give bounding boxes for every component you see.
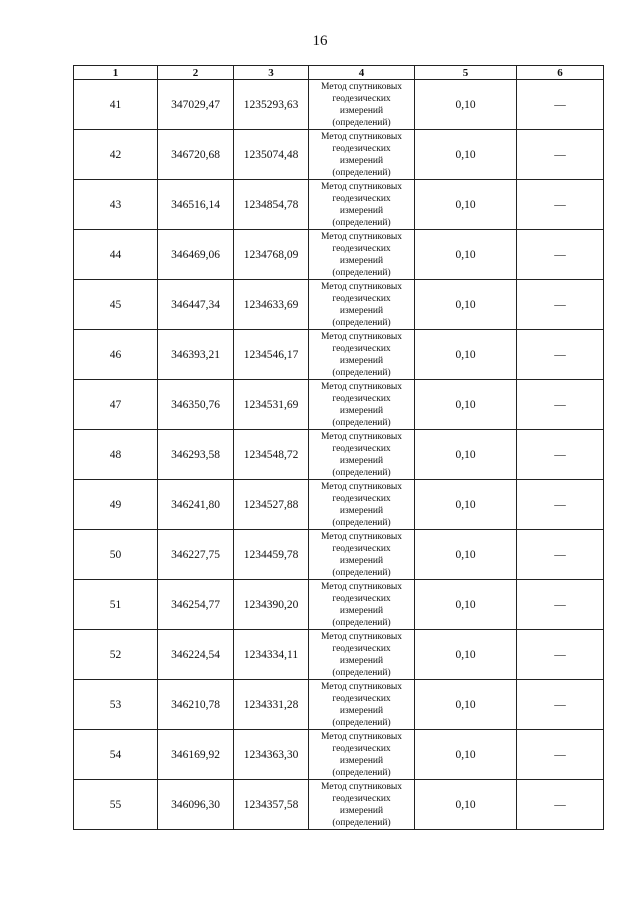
coordinates-table [73, 65, 604, 830]
accuracy-cell: 0,10 [415, 730, 517, 780]
point-number-cell: 43 [74, 180, 158, 230]
method-line: геодезических [332, 293, 391, 304]
note-cell: — [517, 580, 604, 630]
method-line: геодезических [332, 343, 391, 354]
accuracy-cell: 0,10 [415, 380, 517, 430]
point-number-cell: 52 [74, 630, 158, 680]
point-number-cell: 41 [74, 80, 158, 130]
method-cell [309, 780, 415, 830]
coordinate-y-cell: 1235074,48 [234, 130, 309, 180]
header-cell-1: 1 [74, 66, 158, 80]
coordinate-y-cell: 1235293,63 [234, 80, 309, 130]
method-line: (определений) [332, 417, 391, 428]
method-line: (определений) [332, 267, 391, 278]
method-line: измерений [339, 655, 384, 666]
header-cell-2: 2 [158, 66, 234, 80]
method-line: геодезических [332, 443, 391, 454]
coordinate-x-cell: 346447,34 [158, 280, 234, 330]
method-line: геодезических [332, 743, 391, 754]
header-cell-3: 3 [234, 66, 309, 80]
point-number-cell: 44 [74, 230, 158, 280]
note-cell: — [517, 780, 604, 830]
table-row [74, 480, 604, 530]
note-cell: — [517, 230, 604, 280]
method-line: (определений) [332, 667, 391, 678]
method-line: Метод спутниковых [320, 231, 403, 242]
method-line: измерений [339, 555, 384, 566]
method-line: геодезических [332, 543, 391, 554]
method-line: (определений) [332, 317, 391, 328]
note-cell: — [517, 530, 604, 580]
table-row [74, 630, 604, 680]
method-line: геодезических [332, 93, 391, 104]
method-cell [309, 630, 415, 680]
method-line: Метод спутниковых [320, 631, 403, 642]
table-row [74, 430, 604, 480]
method-line: геодезических [332, 693, 391, 704]
note-cell: — [517, 180, 604, 230]
point-number-cell: 47 [74, 380, 158, 430]
coordinate-y-cell: 1234546,17 [234, 330, 309, 380]
method-line: (определений) [332, 167, 391, 178]
coordinate-y-cell: 1234357,58 [234, 780, 309, 830]
method-cell [309, 580, 415, 630]
accuracy-cell: 0,10 [415, 630, 517, 680]
method-line: измерений [339, 455, 384, 466]
method-line: измерений [339, 355, 384, 366]
method-line: измерений [339, 805, 384, 816]
method-line: геодезических [332, 493, 391, 504]
method-line: (определений) [332, 517, 391, 528]
coordinate-y-cell: 1234334,11 [234, 630, 309, 680]
method-cell [309, 530, 415, 580]
method-line: измерений [339, 255, 384, 266]
point-number-cell: 54 [74, 730, 158, 780]
accuracy-cell: 0,10 [415, 230, 517, 280]
accuracy-cell: 0,10 [415, 280, 517, 330]
method-line: Метод спутниковых [320, 781, 403, 792]
accuracy-cell: 0,10 [415, 530, 517, 580]
method-line: Метод спутниковых [320, 381, 403, 392]
method-line: Метод спутниковых [320, 531, 403, 542]
point-number-cell: 48 [74, 430, 158, 480]
coordinate-y-cell: 1234331,28 [234, 680, 309, 730]
header-cell-5: 5 [415, 66, 517, 80]
method-cell [309, 130, 415, 180]
page-number: 16 [312, 33, 328, 49]
table-row [74, 780, 604, 830]
coordinate-x-cell: 346241,80 [158, 480, 234, 530]
table-row [74, 280, 604, 330]
coordinate-y-cell: 1234390,20 [234, 580, 309, 630]
method-line: геодезических [332, 643, 391, 654]
point-number-cell: 55 [74, 780, 158, 830]
coordinate-x-cell: 346393,21 [158, 330, 234, 380]
method-line: (определений) [332, 217, 391, 228]
header-row [74, 66, 604, 80]
accuracy-cell: 0,10 [415, 480, 517, 530]
table-row [74, 680, 604, 730]
table-row [74, 580, 604, 630]
accuracy-cell: 0,10 [415, 780, 517, 830]
method-cell [309, 280, 415, 330]
method-line: (определений) [332, 117, 391, 128]
point-number-cell: 51 [74, 580, 158, 630]
header-cell-6: 6 [517, 66, 604, 80]
coordinate-x-cell: 347029,47 [158, 80, 234, 130]
method-line: Метод спутниковых [320, 81, 403, 92]
method-line: геодезических [332, 393, 391, 404]
coordinate-y-cell: 1234854,78 [234, 180, 309, 230]
method-line: Метод спутниковых [320, 181, 403, 192]
point-number-cell: 45 [74, 280, 158, 330]
method-line: геодезических [332, 143, 391, 154]
note-cell: — [517, 680, 604, 730]
method-line: (определений) [332, 767, 391, 778]
note-cell: — [517, 80, 604, 130]
method-line: (определений) [332, 367, 391, 378]
method-line: Метод спутниковых [320, 281, 403, 292]
method-line: геодезических [332, 243, 391, 254]
method-line: измерений [339, 605, 384, 616]
method-line: Метод спутниковых [320, 481, 403, 492]
coordinate-x-cell: 346210,78 [158, 680, 234, 730]
method-line: Метод спутниковых [320, 331, 403, 342]
point-number-cell: 49 [74, 480, 158, 530]
table-row [74, 180, 604, 230]
coordinate-x-cell: 346350,76 [158, 380, 234, 430]
coordinate-x-cell: 346293,58 [158, 430, 234, 480]
method-line: Метод спутниковых [320, 581, 403, 592]
method-line: измерений [339, 105, 384, 116]
coordinate-x-cell: 346096,30 [158, 780, 234, 830]
accuracy-cell: 0,10 [415, 330, 517, 380]
accuracy-cell: 0,10 [415, 80, 517, 130]
method-line: измерений [339, 205, 384, 216]
method-line: Метод спутниковых [320, 681, 403, 692]
method-line: измерений [339, 405, 384, 416]
coordinate-x-cell: 346469,06 [158, 230, 234, 280]
note-cell: — [517, 380, 604, 430]
coordinate-y-cell: 1234548,72 [234, 430, 309, 480]
coordinate-x-cell: 346169,92 [158, 730, 234, 780]
method-line: (определений) [332, 817, 391, 828]
table-row [74, 330, 604, 380]
accuracy-cell: 0,10 [415, 180, 517, 230]
coordinate-y-cell: 1234768,09 [234, 230, 309, 280]
table-row [74, 230, 604, 280]
coordinate-x-cell: 346516,14 [158, 180, 234, 230]
method-line: (определений) [332, 467, 391, 478]
table-row [74, 380, 604, 430]
method-cell [309, 380, 415, 430]
coordinate-x-cell: 346224,54 [158, 630, 234, 680]
coordinate-y-cell: 1234633,69 [234, 280, 309, 330]
coordinate-x-cell: 346227,75 [158, 530, 234, 580]
method-cell [309, 80, 415, 130]
coordinate-x-cell: 346254,77 [158, 580, 234, 630]
table-row [74, 130, 604, 180]
accuracy-cell: 0,10 [415, 430, 517, 480]
note-cell: — [517, 730, 604, 780]
note-cell: — [517, 480, 604, 530]
method-line: (определений) [332, 617, 391, 628]
coordinate-y-cell: 1234527,88 [234, 480, 309, 530]
table-row [74, 80, 604, 130]
method-cell [309, 730, 415, 780]
method-line: измерений [339, 155, 384, 166]
point-number-cell: 50 [74, 530, 158, 580]
method-line: (определений) [332, 567, 391, 578]
accuracy-cell: 0,10 [415, 580, 517, 630]
point-number-cell: 42 [74, 130, 158, 180]
method-line: геодезических [332, 193, 391, 204]
note-cell: — [517, 130, 604, 180]
method-cell [309, 680, 415, 730]
method-cell [309, 480, 415, 530]
coordinate-y-cell: 1234459,78 [234, 530, 309, 580]
note-cell: — [517, 430, 604, 480]
method-cell [309, 230, 415, 280]
coordinate-y-cell: 1234531,69 [234, 380, 309, 430]
method-cell [309, 180, 415, 230]
method-line: геодезических [332, 593, 391, 604]
method-cell [309, 430, 415, 480]
note-cell: — [517, 280, 604, 330]
header-cell-4: 4 [309, 66, 415, 80]
accuracy-cell: 0,10 [415, 130, 517, 180]
coordinate-y-cell: 1234363,30 [234, 730, 309, 780]
method-line: измерений [339, 505, 384, 516]
method-line: Метод спутниковых [320, 431, 403, 442]
method-line: Метод спутниковых [320, 731, 403, 742]
method-line: измерений [339, 755, 384, 766]
table-header [74, 66, 604, 80]
note-cell: — [517, 630, 604, 680]
point-number-cell: 53 [74, 680, 158, 730]
table-row [74, 730, 604, 780]
point-number-cell: 46 [74, 330, 158, 380]
note-cell: — [517, 330, 604, 380]
coordinate-x-cell: 346720,68 [158, 130, 234, 180]
method-line: Метод спутниковых [320, 131, 403, 142]
method-line: измерений [339, 705, 384, 716]
method-line: (определений) [332, 717, 391, 728]
method-cell [309, 330, 415, 380]
table-body [74, 80, 604, 830]
table-row [74, 530, 604, 580]
method-line: геодезических [332, 793, 391, 804]
accuracy-cell: 0,10 [415, 680, 517, 730]
method-line: измерений [339, 305, 384, 316]
